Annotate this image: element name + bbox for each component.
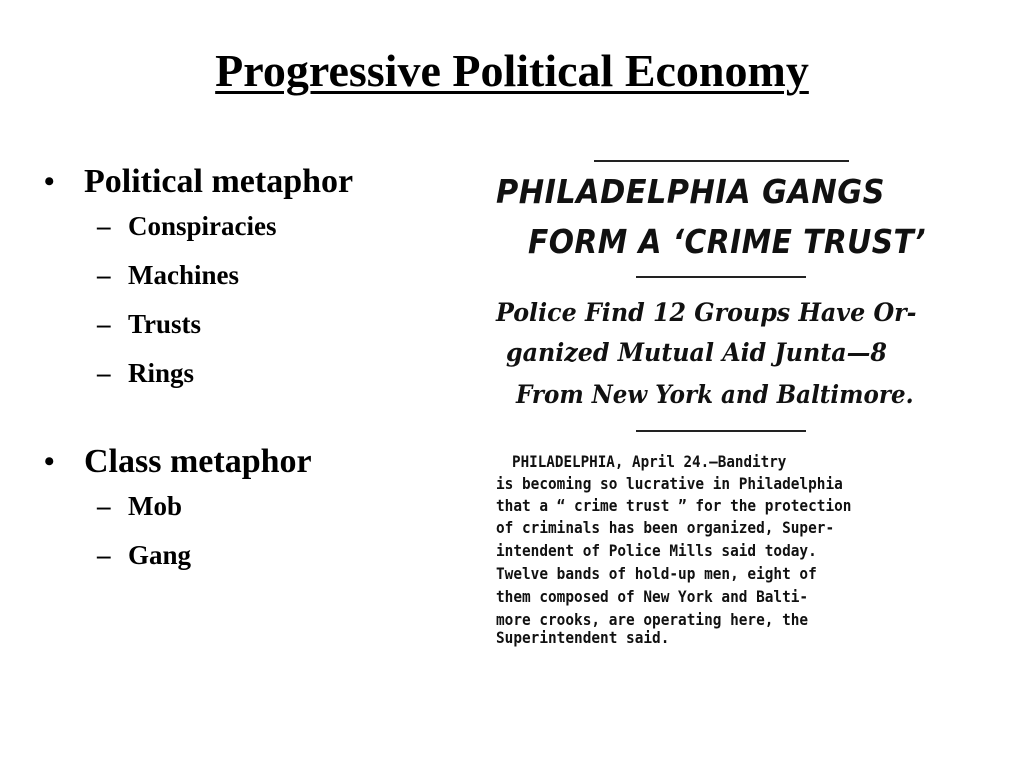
subitem-label: Conspiracies — [128, 211, 277, 241]
body-line: more crooks, are operating here, the — [496, 610, 809, 629]
spacer — [44, 406, 464, 442]
bullet-list — [44, 162, 464, 588]
slide-title: Progressive Political Economy — [215, 45, 809, 96]
newspaper-clipping — [484, 158, 960, 648]
subitem-label: Trusts — [128, 309, 202, 339]
bullet-label: Class metaphor — [84, 443, 312, 480]
top-rule — [594, 160, 849, 162]
headline-line-2: FORM A ‘CRIME TRUST’ — [528, 222, 926, 261]
bullet-political-metaphor — [44, 162, 464, 202]
deck-line-3: From New York and Baltimore. — [516, 380, 914, 409]
body-line: PHILADELPHIA, April 24.—Banditry — [512, 452, 787, 471]
subitem-machines — [44, 259, 464, 291]
subitem-label: Rings — [128, 358, 195, 388]
dash-glyph: – — [97, 540, 111, 570]
dash-glyph: – — [97, 211, 111, 241]
dash-glyph: – — [97, 358, 111, 388]
subitem-rings — [44, 357, 464, 389]
bullet-glyph: • — [44, 165, 55, 198]
deck-line-1: Police Find 12 Groups Have Or- — [496, 298, 917, 327]
subitem-label: Mob — [128, 491, 182, 521]
dash-glyph: – — [97, 260, 111, 290]
body-line: Twelve bands of hold-up men, eight of — [496, 564, 817, 583]
bullet-class-metaphor — [44, 442, 464, 482]
dash-glyph: – — [97, 309, 111, 339]
headline-rule — [636, 276, 806, 278]
subitem-mob — [44, 490, 464, 522]
body-line: Superintendent said. — [496, 628, 670, 647]
body-line: intendent of Police Mills said today. — [496, 541, 817, 560]
subitem-gang — [44, 539, 464, 571]
deck-rule — [636, 430, 806, 432]
subitem-conspiracies — [44, 210, 464, 242]
bullet-label: Political metaphor — [84, 163, 354, 200]
body-line: is becoming so lucrative in Philadelphia — [496, 474, 843, 493]
body-line: them composed of New York and Balti- — [496, 587, 809, 606]
bullet-glyph: • — [44, 445, 55, 478]
body-line: that a “ crime trust ” for the protection — [496, 496, 852, 515]
subitem-trusts — [44, 308, 464, 340]
sublist-political — [44, 210, 464, 389]
dash-glyph: – — [97, 491, 111, 521]
body-line: of criminals has been organized, Super- — [496, 518, 835, 537]
subitem-label: Machines — [128, 260, 239, 290]
subitem-label: Gang — [128, 540, 192, 570]
sublist-class — [44, 490, 464, 571]
deck-line-2: ganized Mutual Aid Junta—8 — [506, 338, 887, 367]
headline-line-1: PHILADELPHIA GANGS — [496, 172, 886, 211]
